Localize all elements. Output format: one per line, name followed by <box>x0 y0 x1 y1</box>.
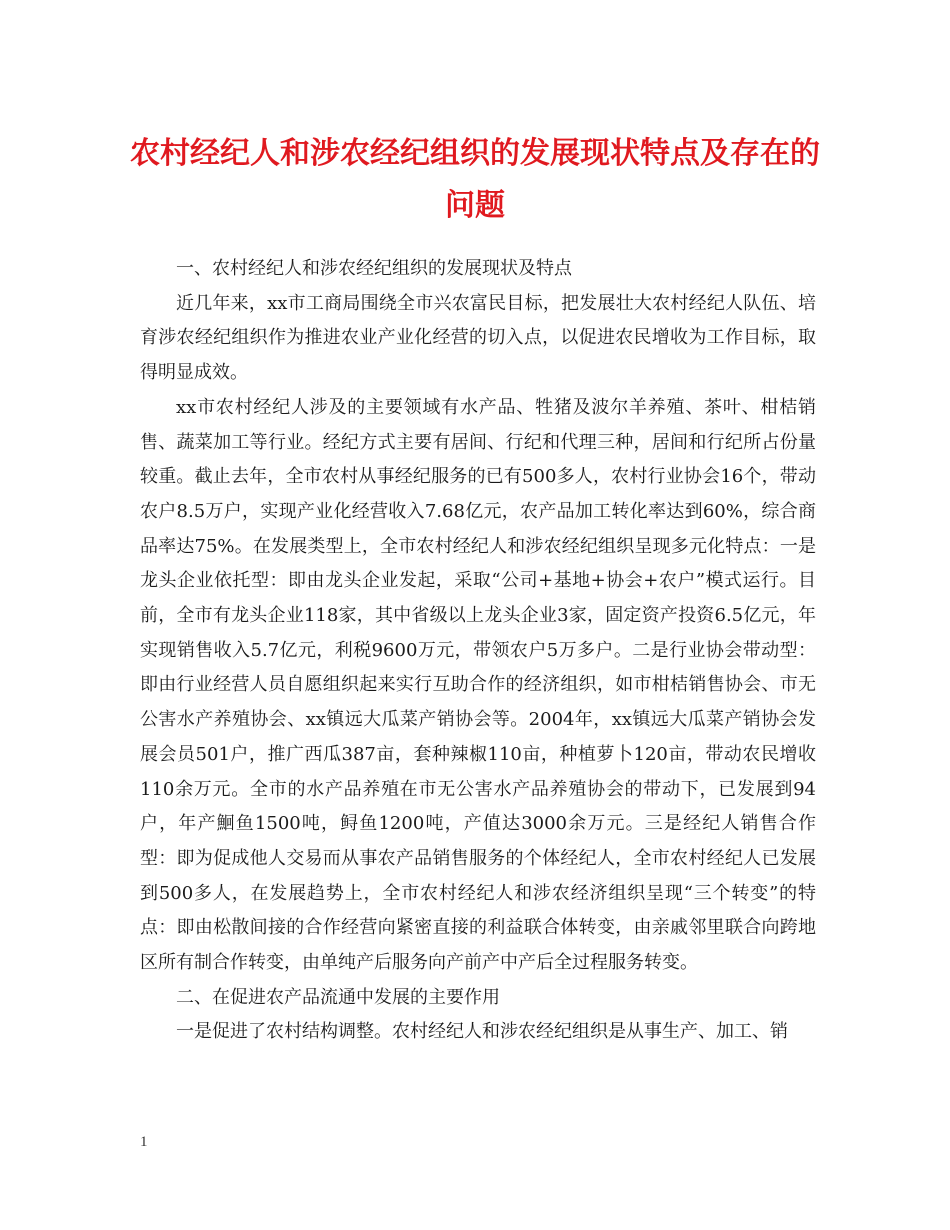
document-body <box>140 252 816 1050</box>
section-heading: 一、农村经纪人和涉农经纪组织的发展现状及特点 <box>176 258 572 279</box>
paragraph: 近几年来，xx市工商局围绕全市兴农富民目标，把发展壮大农村经纪人队伍、培育涉农经纪组织作为推进农业产业化经营的切入点，以促进农民增收为工作目标，取得明显成效。 <box>140 292 816 384</box>
document-title: 农村经纪人和涉农经纪组织的发展现状特点及存在的问题 <box>130 136 820 223</box>
paragraph: xx市农村经纪人涉及的主要领域有水产品、牲猪及波尔羊养殖、茶叶、柑桔销售、蔬菜加工等行业。经纪方式主要有居间、行纪和代理三种，居间和行纪所占份量较重。截止去年，全市农村从事经纪服务的已有500多人，农村行业协会16个，带动农户8.5万户，实现产业化经营收入7.68亿元，农产品加工转化率达到60%，综合商品率达75%。在发展类型上，全市农村经纪人和涉农经纪组织呈现多元化特点：一是龙头企业依托型：即由龙头企业发起，采取“公司+基地+协会+农户”模式运行。目前，全市有龙头企业118家，其中省级以上龙头企业3家，固定资产投资6.5亿元，年实现销售收入5.7亿元，利税9600万元，带领农户5万多户。二是行业协会带动型：即由行业经营人员自愿组织起来实行互助合作的经济组织，如市柑桔销售协会、市无公害水产养殖协会、xx镇远大瓜菜产销协会等。2004年，xx镇远大瓜菜产销协会发展会员501户，推广西瓜387亩，套种辣椒110亩，种植萝卜120亩，带动农民增收110余万元。全市的水产品养殖在市无公害水产品养殖协会的带动下，已发展到94户，年产鮰鱼1500吨，鲟鱼1200吨，产值达3000余万元。三是经纪人销售合作型：即为促成他人交易而从事农产品销售服务的个体经纪人，全市农村经纪人已发展到500多人，在发展趋势上，全市农村经纪人和涉农经济组织呈现“三个转变”的特点：即由松散间接的合作经营向紧密直接的利益联合体转变，由亲戚邻里联合向跨地区所有制合作转变，由单纯产后服务向产前产中产后全过程服务转变。 <box>140 396 816 974</box>
paragraph: 一是促进了农村结构调整。农村经纪人和涉农经纪组织是从事生产、加工、销 <box>176 1021 788 1043</box>
section-heading: 二、在促进农产品流通中发展的主要作用 <box>176 986 500 1008</box>
page-number: 1 <box>140 1134 148 1150</box>
